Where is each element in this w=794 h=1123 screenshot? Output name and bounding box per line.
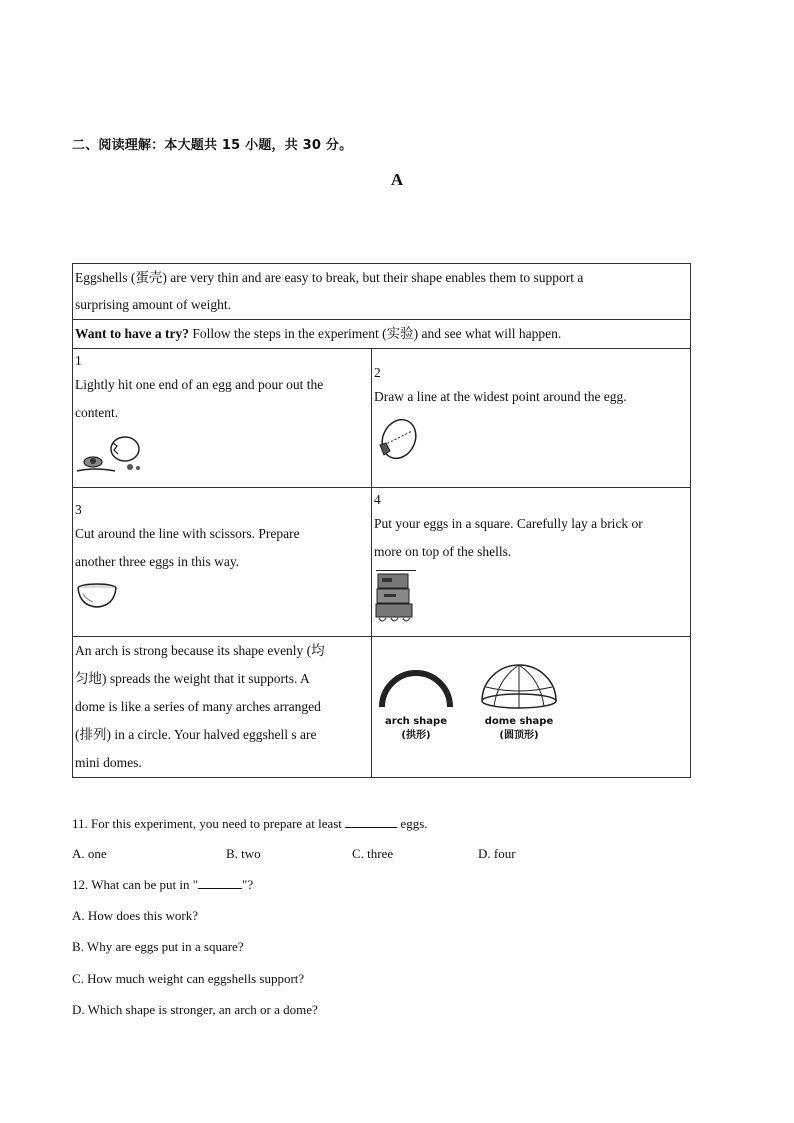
step-number: 2	[374, 365, 381, 380]
arch-label: arch shape	[385, 716, 447, 727]
question-11-stem	[72, 816, 428, 832]
dome-label: dome shape	[484, 716, 554, 727]
option-b[interactable]: B. Why are eggs put in a square?	[72, 939, 244, 954]
intro-line: surprising amount of weight.	[75, 297, 231, 312]
option-a[interactable]: A. one	[72, 846, 107, 861]
cracked-egg-illustration	[75, 429, 147, 475]
explanation-line: (排列) in a circle. Your halved eggshell s are	[75, 727, 317, 742]
bricks-on-shells-illustration	[374, 568, 418, 626]
step-number: 1	[75, 353, 82, 368]
arch-label-cn: (拱形)	[401, 730, 431, 741]
intro-cell	[73, 264, 691, 320]
step-text: Draw a line at the widest point around the egg.	[374, 389, 627, 404]
step-cell-3	[73, 488, 372, 637]
question-12-stem	[72, 877, 253, 893]
explanation-line: 匀地) spreads the weight that it supports. A	[75, 671, 310, 686]
step-text: Cut around the line with scissors. Prepare	[75, 526, 300, 541]
experiment-table	[72, 263, 691, 778]
step-text: Lightly hit one end of an egg and pour out the	[75, 377, 324, 392]
step-cell-2	[372, 349, 691, 488]
question-text: "?	[242, 877, 254, 892]
step-text: more on top of the shells.	[374, 544, 512, 559]
option-c[interactable]: C. How much weight can eggshells support?	[72, 971, 305, 986]
answer-blank[interactable]	[345, 816, 397, 828]
step-text: content.	[75, 405, 119, 420]
question-text: eggs.	[397, 816, 428, 831]
arch-shape-illustration	[376, 663, 456, 711]
explanation-cell	[73, 637, 372, 778]
option-a[interactable]: A. How does this work?	[72, 908, 199, 923]
explanation-line: An arch is strong because its shape evenly (均	[75, 643, 325, 658]
dome-figure	[478, 659, 560, 743]
option-d[interactable]: D. four	[478, 846, 516, 861]
try-heading: Want to have a try?	[75, 326, 189, 341]
option-d[interactable]: D. Which shape is stronger, an arch or a dome?	[72, 1002, 318, 1017]
option-b[interactable]: B. two	[226, 846, 261, 861]
option-c[interactable]: C. three	[352, 846, 394, 861]
intro-line: Eggshells (蛋壳) are very thin and are easy to break, but their shape enables them to support a	[75, 270, 584, 285]
arch-figure	[376, 663, 456, 743]
dome-label-cn: (圆顶形)	[499, 730, 539, 741]
explanation-line: mini domes.	[75, 755, 142, 770]
step-number: 4	[374, 492, 381, 507]
question-text: 11. For this experiment, you need to prepare at least	[72, 816, 346, 831]
step-number: 3	[75, 502, 82, 517]
step-cell-4	[372, 488, 691, 637]
explanation-line: dome is like a series of many arches arranged	[75, 699, 321, 714]
dome-shape-illustration	[478, 659, 560, 711]
answer-blank[interactable]	[198, 877, 242, 889]
question-text: 12. What can be put in "	[72, 877, 199, 892]
egg-with-line-illustration	[374, 415, 422, 463]
passage-title: A	[390, 170, 404, 189]
step-text: another three eggs in this way.	[75, 554, 240, 569]
figures-cell	[372, 637, 691, 778]
eggshell-half-illustration	[75, 580, 119, 610]
section-heading: 二、阅读理解：本大题共 15 小题，共 30 分。	[72, 138, 353, 153]
step-text: Put your eggs in a square. Carefully lay a brick or	[374, 516, 643, 531]
try-text: Follow the steps in the experiment (实验) and see what will happen.	[189, 326, 562, 341]
step-cell-1	[73, 349, 372, 488]
try-cell	[73, 320, 691, 349]
